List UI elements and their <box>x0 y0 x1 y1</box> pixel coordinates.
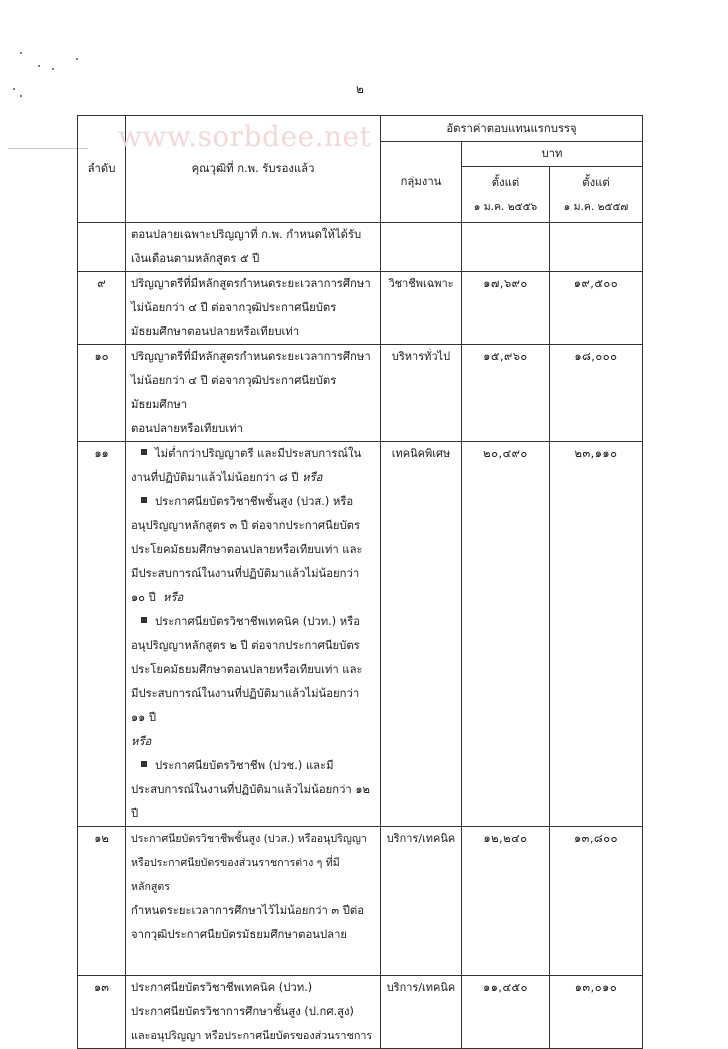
row-job-group: เทคนิคพิเศษ <box>381 442 462 827</box>
qualification-line: ตอนปลายหรือเทียบเท่า <box>131 422 243 435</box>
row-rate-2556: ๑๕,๙๖๐ <box>462 345 550 442</box>
table-row <box>78 223 643 272</box>
row-rate-2557: ๑๓,๘๐๐ <box>550 827 643 976</box>
row-rate-2557: ๑๘,๐๐๐ <box>550 345 643 442</box>
scan-line <box>8 148 88 149</box>
table-row <box>78 345 643 442</box>
row-qualification <box>126 345 381 442</box>
header-from-2556-label: ตั้งแต่ <box>491 175 520 189</box>
scan-speck <box>20 95 22 97</box>
bullet-line: มีประสบการณ์ในงานที่ปฏิบัติมาแล้วไม่น้อยกว่า <box>131 567 360 580</box>
header-from-2557-label: ตั้งแต่ <box>582 175 610 189</box>
bullet-line: งานที่ปฏิบัติมาแล้วไม่น้อยกว่า ๘ ปี <box>131 471 299 484</box>
bullet-line: ประสบการณ์ในงานที่ปฏิบัติมาแล้วไม่น้อยกว่า ๑๒ ปี <box>131 783 370 820</box>
square-bullet-icon <box>141 497 147 503</box>
bullet-line: ประโยคมัธยมศึกษาตอนปลายหรือเทียบเท่า และ <box>131 543 363 556</box>
bullet-item <box>131 610 375 754</box>
table-row <box>78 272 643 345</box>
qualification-line: ไม่น้อยกว่า ๔ ปี ต่อจากวุฒิประกาศนียบัตรมัธยมศึกษา <box>131 374 337 411</box>
table-row <box>78 976 643 1049</box>
square-bullet-icon <box>141 449 147 455</box>
scan-speck <box>38 65 40 67</box>
header-from-2556-date: ๑ ม.ค. ๒๕๕๖ <box>473 200 538 213</box>
qualification-line: กำหนดระยะเวลาการศึกษาไว้ไม่น้อยกว่า ๓ ปีต่อ <box>131 904 365 917</box>
header-currency: บาท <box>462 142 643 167</box>
table-row <box>78 827 643 976</box>
or-connector: หรือ <box>131 735 152 748</box>
row-rate-2557: ๒๓,๑๑๐ <box>550 442 643 827</box>
row-qualification <box>126 827 381 976</box>
page-number: ๒ <box>356 82 364 96</box>
header-order: ลำดับ <box>78 116 126 223</box>
qualification-line: ประกาศนียบัตรวิชาชีพชั้นสูง (ปวส.) หรืออนุปริญญา <box>131 833 367 845</box>
row-job-group: บริการ/เทคนิค <box>381 827 462 976</box>
watermark: www.sorbdee.net <box>118 120 372 153</box>
qualification-line: หรือประกาศนียบัตรของส่วนราชการต่าง ๆ ที่มีหลักสูตร <box>131 857 340 893</box>
header-from-2557-date: ๑ ม.ค. ๒๕๕๗ <box>563 200 629 213</box>
row-job-group: วิชาชีพเฉพาะ <box>381 272 462 345</box>
row-order: ๑๑ <box>78 442 126 827</box>
or-connector: หรือ <box>163 591 184 604</box>
row-qualification <box>126 272 381 345</box>
row-rate-2556: ๑๗,๖๙๐ <box>462 272 550 345</box>
bullet-line: มีประสบการณ์ในงานที่ปฏิบัติมาแล้วไม่น้อยกว่า ๑๑ ปี <box>131 687 360 724</box>
qualification-line: ปริญญาตรีที่มีหลักสูตรกำหนดระยะเวลาการศึกษา <box>131 277 371 290</box>
bullet-line: ประกาศนียบัตรวิชาชีพ (ปวช.) และมี <box>155 759 334 772</box>
header-job-group: กลุ่มงาน <box>381 142 462 223</box>
square-bullet-icon <box>141 761 147 767</box>
row-order: ๙ <box>78 272 126 345</box>
header-qualification: คุณวุฒิที่ ก.พ. รับรองแล้ว <box>126 116 381 223</box>
row-qualification <box>126 223 381 272</box>
row-order: ๑๓ <box>78 976 126 1049</box>
bullet-line: ไม่ต่ำกว่าปริญญาตรี และมีประสบการณ์ใน <box>155 447 362 460</box>
or-connector: หรือ <box>302 471 323 484</box>
qualification-line: เงินเดือนตามหลักสูตร ๕ ปี <box>131 252 260 265</box>
qualification-line: มัธยมศึกษาตอนปลายหรือเทียบเท่า <box>131 325 300 338</box>
square-bullet-icon <box>141 617 147 623</box>
scan-speck <box>76 58 78 60</box>
bullet-item <box>131 490 375 610</box>
scan-speck <box>13 88 15 90</box>
bullet-line: ประกาศนียบัตรวิชาชีพชั้นสูง (ปวส.) หรือ <box>155 495 354 508</box>
row-rate-2557: ๑๓,๐๑๐ <box>550 976 643 1049</box>
row-rate-2556: ๑๑,๔๕๐ <box>462 976 550 1049</box>
row-job-group: บริหารทั่วไป <box>381 345 462 442</box>
salary-rate-table <box>77 115 643 1049</box>
bullet-line: ๑๐ ปี <box>131 591 156 604</box>
row-rate-2557 <box>550 223 643 272</box>
bullet-line: ประโยคมัธยมศึกษาตอนปลายหรือเทียบเท่า และ <box>131 663 363 676</box>
qualification-line: ประกาศนียบัตรวิชาการศึกษาชั้นสูง (ป.กศ.สูง) <box>131 1005 354 1018</box>
scan-speck <box>20 52 22 54</box>
row-job-group <box>381 223 462 272</box>
qualification-line: จากวุฒิประกาศนียบัตรมัธยมศึกษาตอนปลาย <box>131 928 348 941</box>
qualification-line: ปริญญาตรีที่มีหลักสูตรกำหนดระยะเวลาการศึกษา <box>131 350 371 363</box>
row-qualification <box>126 976 381 1049</box>
qualification-line: ไม่น้อยกว่า ๔ ปี ต่อจากวุฒิประกาศนียบัตร <box>131 301 337 314</box>
qualification-line: และอนุปริญญา หรือประกาศนียบัตรของส่วนราชการ <box>131 1029 373 1042</box>
header-from-2556 <box>462 167 550 223</box>
bullet-item <box>131 754 375 826</box>
row-rate-2556 <box>462 223 550 272</box>
bullet-line: ประกาศนียบัตรวิชาชีพเทคนิค (ปวท.) หรือ <box>155 615 361 628</box>
row-job-group: บริการ/เทคนิค <box>381 976 462 1049</box>
header-rate-group: อัตราค่าตอบแทนแรกบรรจุ <box>381 116 643 142</box>
row-order: ๑๒ <box>78 827 126 976</box>
row-order: ๑๐ <box>78 345 126 442</box>
bullet-item <box>131 442 375 490</box>
row-rate-2556: ๒๐,๔๙๐ <box>462 442 550 827</box>
bullet-line: อนุปริญญาหลักสูตร ๓ ปี ต่อจากประกาศนียบัตร <box>131 519 361 532</box>
row-rate-2556: ๑๒,๒๔๐ <box>462 827 550 976</box>
row-qualification <box>126 442 381 827</box>
row-order <box>78 223 126 272</box>
qualification-line: ประกาศนียบัตรวิชาชีพเทคนิค (ปวท.) <box>131 981 313 994</box>
table-row <box>78 442 643 827</box>
qualification-line: ตอนปลายเฉพาะปริญญาที่ ก.พ. กำหนดให้ได้รับ <box>131 228 362 241</box>
header-from-2557 <box>550 167 643 223</box>
row-rate-2557: ๑๙,๕๐๐ <box>550 272 643 345</box>
bullet-line: อนุปริญญาหลักสูตร ๒ ปี ต่อจากประกาศนียบัตร <box>131 639 360 652</box>
scan-speck <box>52 68 54 70</box>
